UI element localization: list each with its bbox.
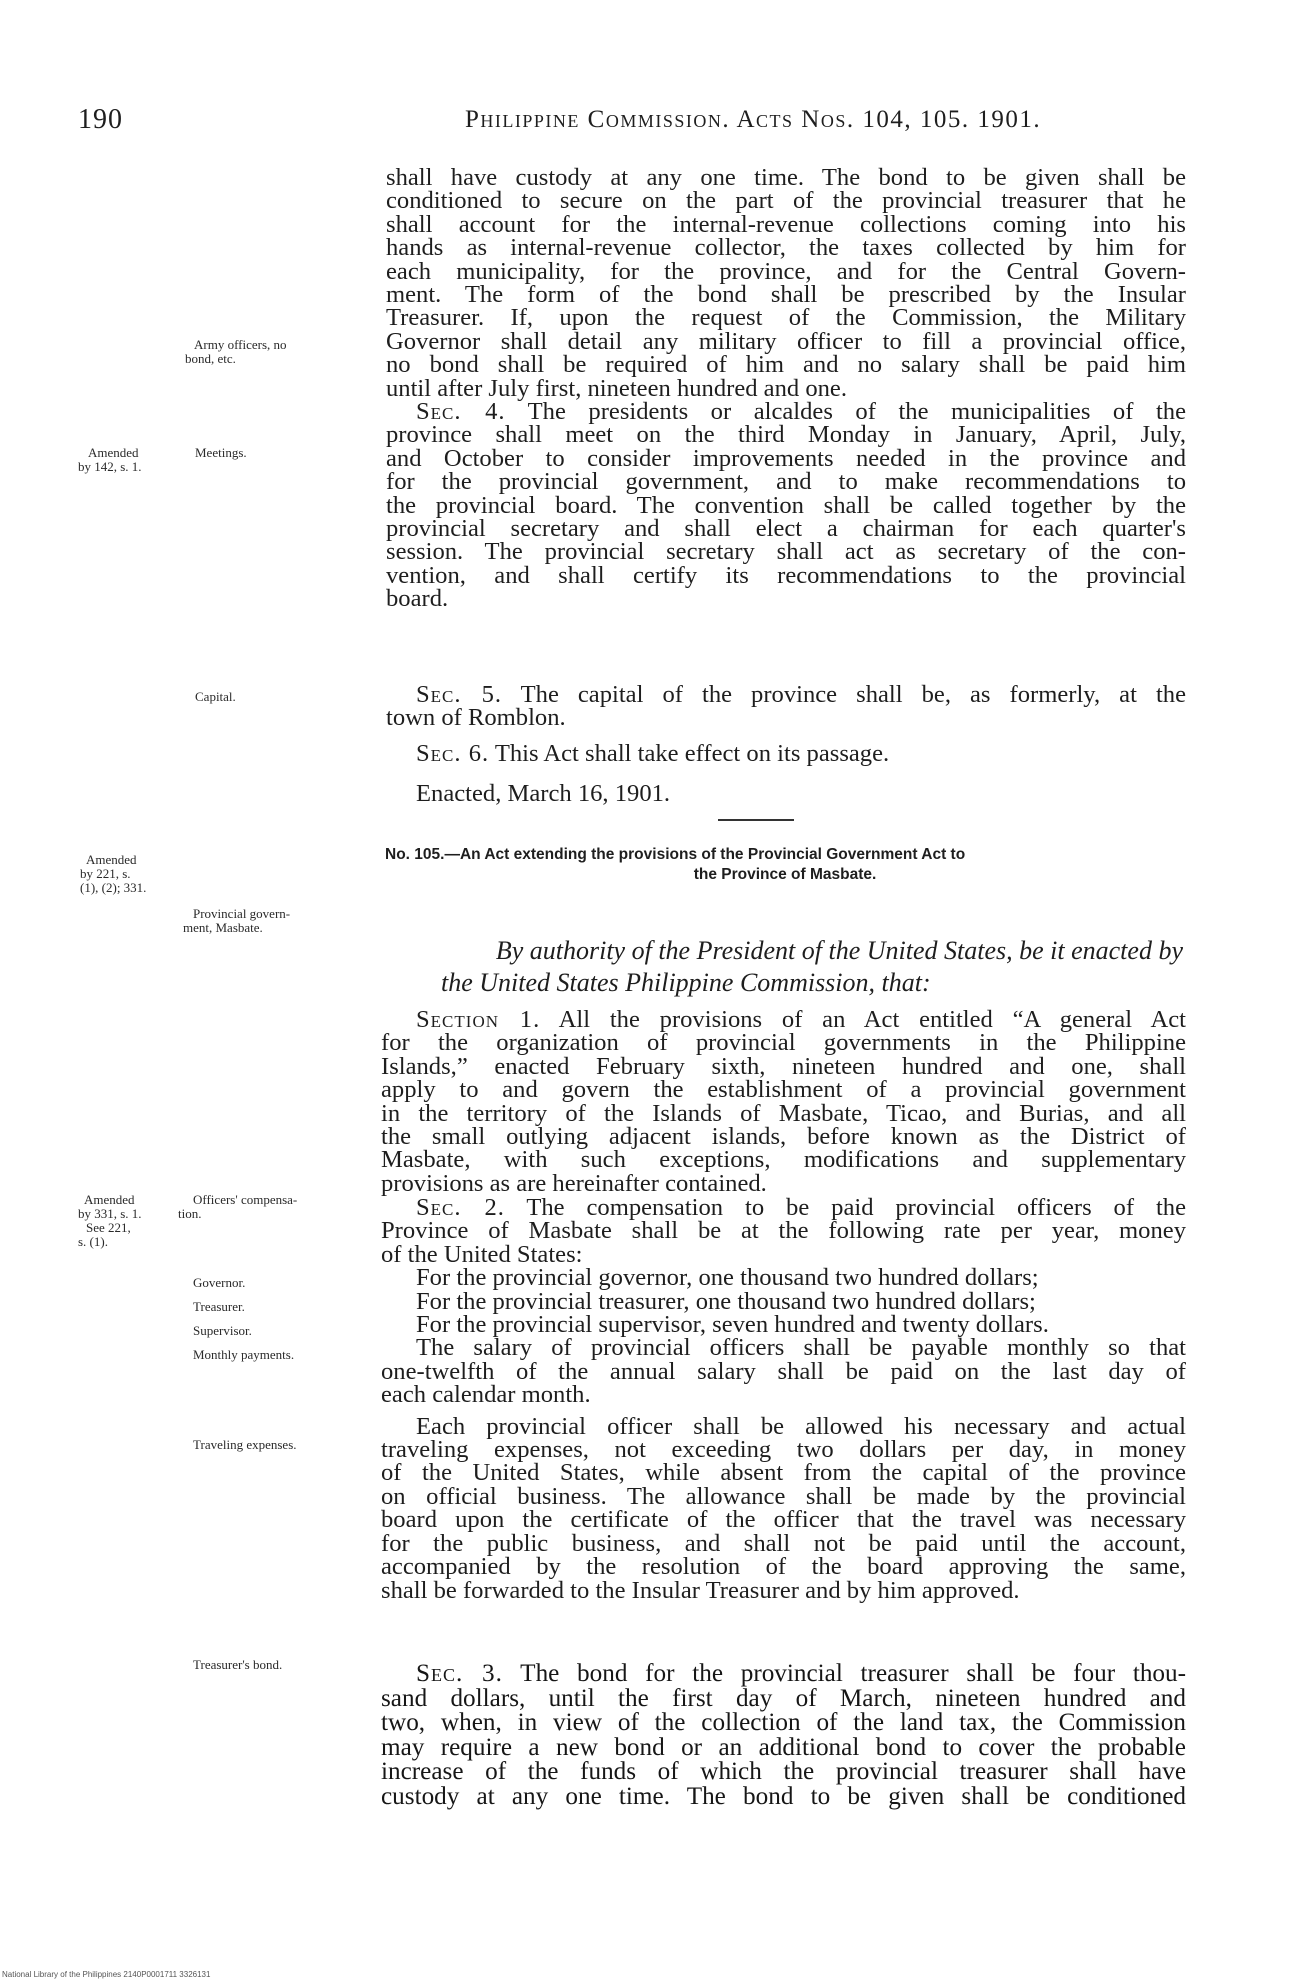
text-line: on official business. The allowance shall be made by the provincial [381,1482,1186,1510]
text-line: two, when, in view of the collection of the land tax, the Commission [381,1709,1186,1736]
text-line: Each provincial officer shall be allowed his necessary and actual [416,1412,1186,1440]
text-line: the provincial board. The convention shall be called together by the [386,491,1186,519]
text-line: Governor shall detail any military officer to fill a provincial office, [386,327,1186,355]
section-4 [386,400,1186,611]
text-line: custody at any one time. The bond to be given shall be conditioned [381,1782,1186,1810]
continuation-paragraph [386,166,1186,400]
text-line: sand dollars, until the first day of March, nineteen hundred and [381,1684,1186,1712]
text-line: provincial secretary and shall elect a chairman for each quarter's [386,515,1186,543]
text-line: of the United States: [381,1240,583,1268]
text-line: shall be forwarded to the Insular Treasurer and by him approved. [381,1576,1020,1604]
act105-section-1 [381,1008,1186,1195]
section-divider [718,819,794,821]
running-head: Philippine Commission. Acts Nos. 104, 105. 1901. [465,106,1042,133]
section-label: Section 1. [416,1006,541,1033]
text-line: Sec. 3. The bond for the provincial treasurer shall be four thou- [416,1660,1186,1687]
text-line: vention, and shall certify its recommendations to the provincial [386,561,1186,589]
margin-note-officers-compensation: Officers' compensa- tion. [178,1192,298,1221]
act-title-line: No. 105.—An Act extending the provisions of the Provincial Government Act to [385,846,966,863]
text-line: provisions as are hereinafter contained. [381,1169,767,1197]
text-line: Islands,” enacted February sixth, nineteen hundred and one, shall [381,1052,1186,1080]
margin-note-supervisor: Supervisor. [193,1323,252,1338]
compensation-item: For the provincial governor, one thousand two hundred dollars; [416,1264,1039,1292]
text-line: the small outlying adjacent islands, before known as the District of [381,1123,1186,1151]
margin-note-governor: Governor. [193,1275,246,1290]
text-line: increase of the funds of which the provincial treasurer shall have [381,1758,1186,1785]
text-line: may require a new bond or an additional bond to cover the probable [381,1733,1186,1761]
margin-note-amended-221: Amended by 221, s. (1), (2); 331. [80,852,147,895]
text-line: and October to consider improvements needed in the province and [386,444,1186,472]
text-line: Province of Masbate shall be at the following rate per year, money [381,1217,1186,1245]
text-line: Section 1. All the provisions of an Act entitled “A general Act [416,1006,1186,1033]
text-line: board upon the certificate of the officer that the travel was necessary [381,1506,1186,1534]
text-line: one-twelfth of the annual salary shall be paid on the last day of [381,1357,1186,1385]
section-label: Sec. 2. [416,1194,505,1221]
text-line: Sec. 5. The capital of the province shall be, as formerly, at the [416,681,1186,708]
margin-note-army-officers: Army officers, no bond, etc. [185,337,287,366]
enacted-date: Enacted, March 16, 1901. [416,780,671,807]
margin-note-treasurer: Treasurer. [193,1299,245,1314]
section-label: Sec. 5. [416,681,503,708]
text-line: board. [386,585,449,613]
text-line: traveling expenses, not exceeding two dollars per day, in money [381,1436,1186,1464]
act105-section-2 [381,1196,1186,1602]
text-line: shall have custody at any one time. The bond to be given shall be [386,164,1186,191]
section-label: Sec. 6. [416,740,490,767]
text-line: Treasurer. If, upon the request of the Commission, the Military [386,304,1186,332]
margin-note-meetings: Meetings. [195,445,247,460]
margin-note-provincial-government: Provincial govern- ment, Masbate. [183,906,291,935]
text-line: town of Romblon. [386,704,566,732]
text-line: Sec. 4. The presidents or alcaldes of the municipalities of the [416,398,1186,425]
act-title [385,845,1185,885]
text-line: for the provincial government, and to make recommendations to [386,468,1186,496]
act105-section-3 [381,1662,1186,1809]
text-line: no bond shall be required of him and no salary shall be paid him [386,351,1186,379]
text-line: of the United States, while absent from the capital of the province [381,1459,1186,1487]
page-header [0,104,1306,140]
enacting-clause [383,935,1183,999]
compensation-item: For the provincial treasurer, one thousand two hundred dollars; [416,1287,1036,1315]
text-line: The salary of provincial officers shall be payable monthly so that [416,1334,1186,1362]
text-line: apply to and govern the establishment of a provincial government [381,1076,1186,1104]
text-line: until after July first, nineteen hundred and one. [386,374,848,402]
enacting-clause-line: By authority of the President of the United States, be it enacted by [495,936,1183,965]
text-line: Sec. 2. The compensation to be paid provincial officers of the [416,1194,1186,1221]
footer-credit: National Library of the Philippines 2140P0001711 3326131 [2,1970,211,1979]
text-line: session. The provincial secretary shall act as secretary of the con- [386,538,1186,566]
margin-note-traveling-expenses: Traveling expenses. [193,1437,297,1452]
margin-note-amended-142: Amended by 142, s. 1. [78,445,142,474]
text-line: each municipality, for the province, and for the Central Govern- [386,257,1186,285]
text-line: Sec. 6. This Act shall take effect on its passage. [416,740,890,767]
margin-note-monthly-payments: Monthly payments. [193,1347,295,1362]
text-line: shall account for the internal-revenue collections coming into his [386,210,1186,238]
text-line: accompanied by the resolution of the board approving the same, [381,1553,1186,1581]
margin-note-capital: Capital. [195,689,236,704]
enacting-clause-line: the United States Philippine Commission, that: [441,968,931,997]
text-line: each calendar month. [381,1381,591,1409]
section-label: Sec. 4. [416,398,506,425]
margin-note-amended-331: Amended by 331, s. 1. See 221, s. (1). [78,1192,142,1249]
section-6 [416,742,1186,765]
margin-note-treasurers-bond: Treasurer's bond. [193,1657,283,1672]
text-line: in the territory of the Islands of Masbate, Ticao, and Burias, and all [381,1099,1186,1127]
section-label: Sec. 3. [416,1660,503,1687]
text-line: conditioned to secure on the part of the provincial treasurer that he [386,187,1186,215]
text-line: Masbate, with such exceptions, modifications and supplementary [381,1146,1186,1174]
act-title-line: the Province of Masbate. [693,866,877,883]
page-number: 190 [78,104,123,135]
text-line: for the organization of provincial governments in the Philippine [381,1029,1186,1057]
text-line: ment. The form of the bond shall be prescribed by the Insular [386,281,1186,309]
text-line: for the public business, and shall not be paid until the account, [381,1529,1186,1557]
text-line: province shall meet on the third Monday in January, April, July, [386,421,1186,449]
compensation-item: For the provincial supervisor, seven hundred and twenty dollars. [416,1311,1049,1339]
text-line: hands as internal-revenue collector, the taxes collected by him for [386,234,1186,262]
section-5 [386,683,1186,730]
